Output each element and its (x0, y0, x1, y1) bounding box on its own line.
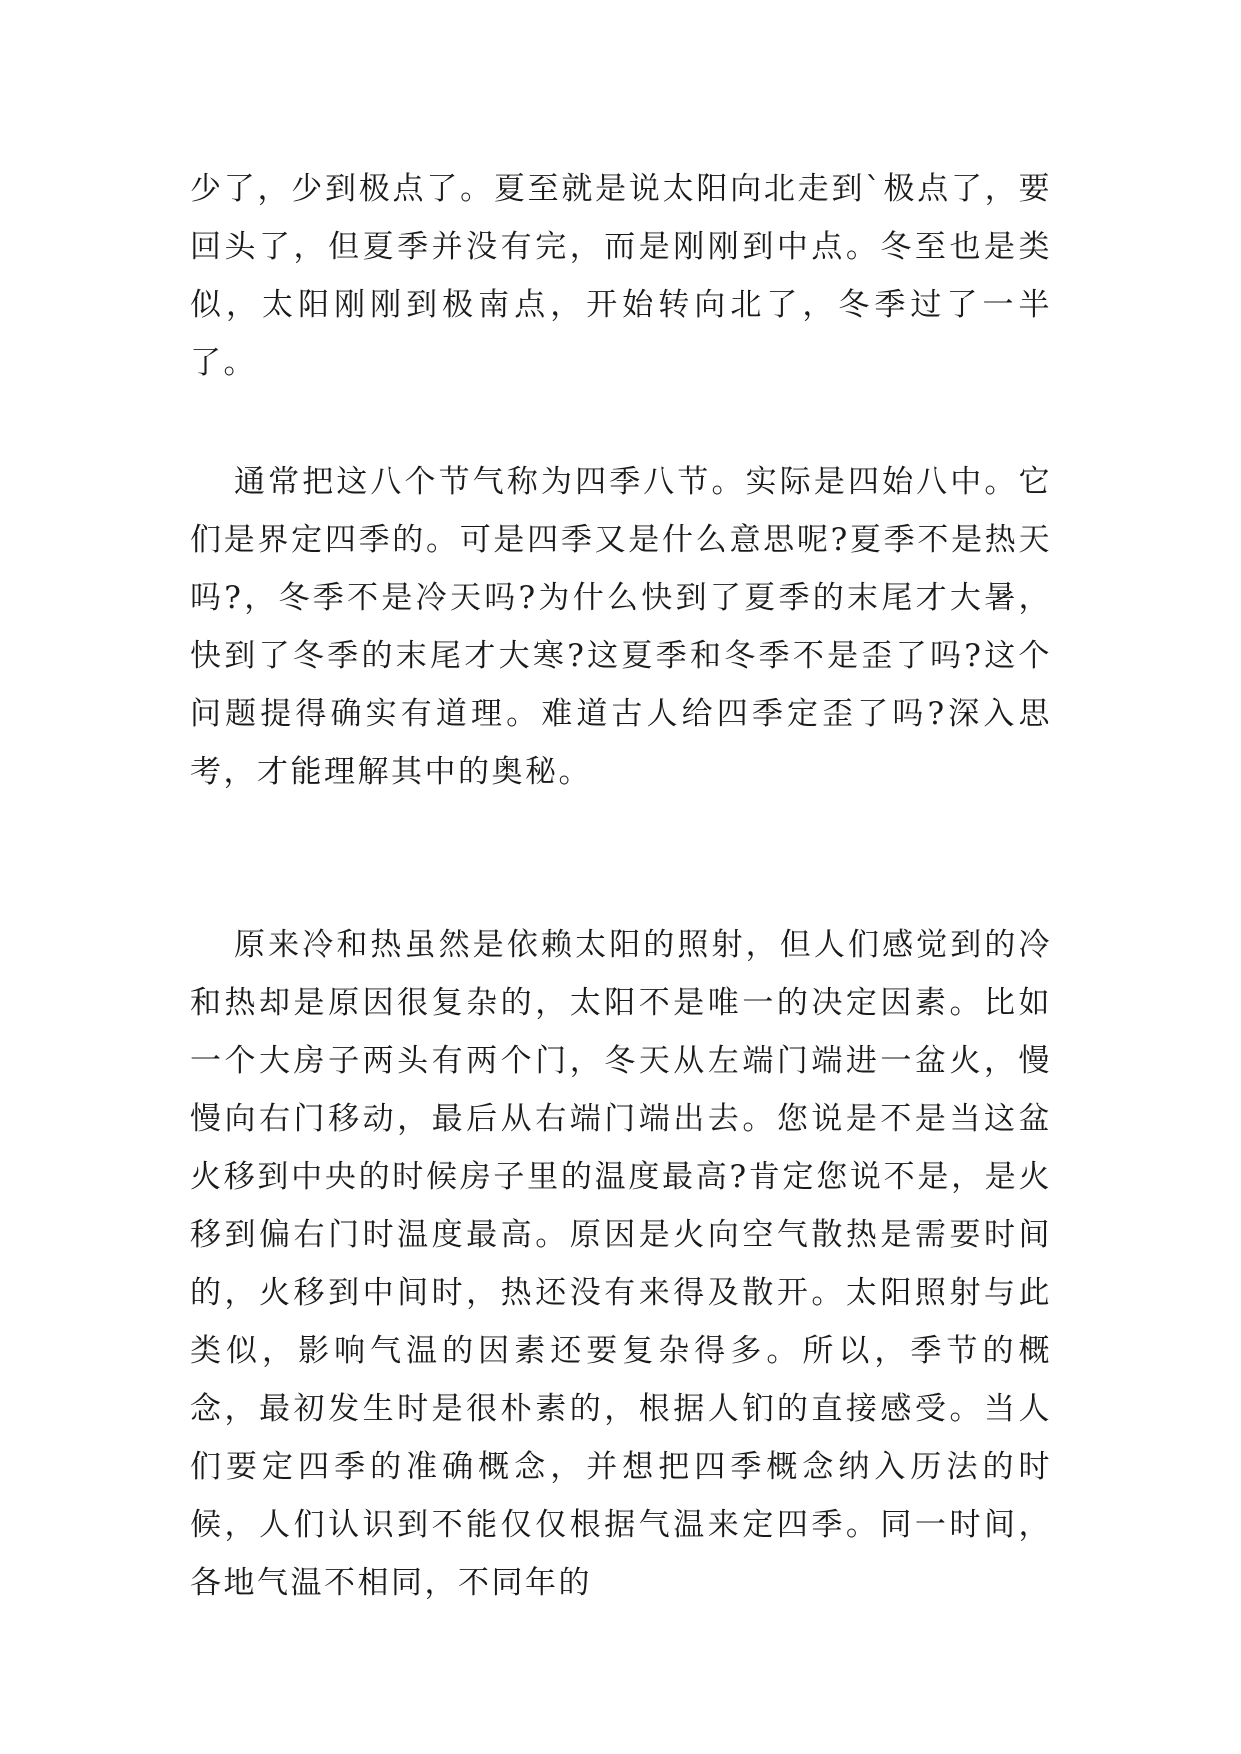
paragraph-3: 原来冷和热虽然是依赖太阳的照射，但人们感觉到的冷和热却是原因很复杂的，太阳不是唯一的决定因素。比如一个大房子两头有两个门，冬天从左端门端进一盆火，慢慢向右门移动，最后从右端门端出去。您说是不是当这盆火移到中央的时候房子里的温度最高?肯定您说不是，是火移到偏右门时温度最高。原因是火向空气散热是需要时间的，火移到中间时，热还没有来得及散开。太阳照射与此类似，影响气温的因素还要复杂得多。所以，季节的概念，最初发生时是很朴素的，根据人钔的直接感受。当人们要定四季的准确概念，并想把四季概念纳入历法的时候，人们认识到不能仅仅根据气温来定四季。同一时间，各地气温不相同，不同年的 (190, 927, 1052, 1601)
paragraph-2: 通常把这八个节气称为四季八节。实际是四始八中。它们是界定四季的。可是四季又是什么意思呢?夏季不是热天吗?，冬季不是冷天吗?为什么快到了夏季的末尾才大暑，快到了冬季的末尾才大寒?这夏季和冬季不是歪了吗?这个问题提得确实有道理。难道古人给四季定歪了吗?深入思考，才能理解其中的奥秘。 (190, 464, 1052, 790)
paragraph-1: 少了，少到极点了。夏至就是说太阳向北走到`极点了，要回头了，但夏季并没有完，而是刚刚到中点。冬至也是类似，太阳刚刚到极南点，开始转向北了，冬季过了一半了。 (190, 171, 1052, 381)
